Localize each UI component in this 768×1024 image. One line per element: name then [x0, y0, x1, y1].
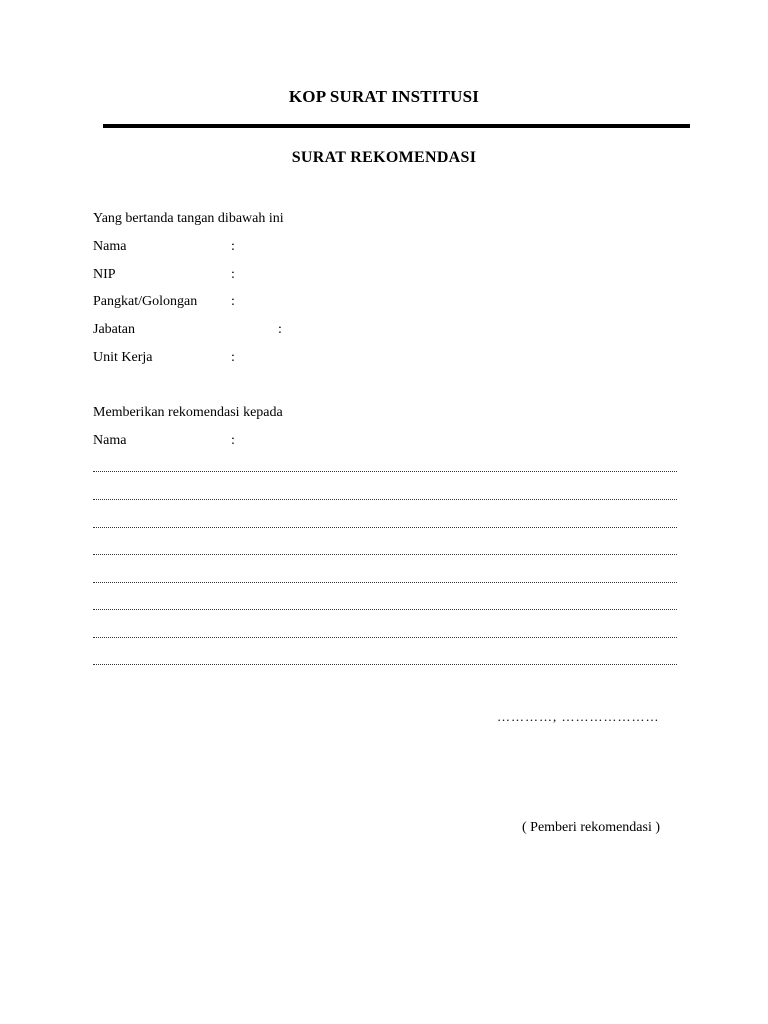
- signatory-field-label-nip: NIP: [93, 267, 116, 282]
- place-date-placeholder: …………, …………………: [497, 709, 660, 724]
- dotted-blank-line: [93, 525, 677, 528]
- signatory-field-colon-pangkat: :: [231, 294, 235, 309]
- document-title: SURAT REKOMENDASI: [291, 149, 477, 166]
- recipient-field-colon-nama: :: [231, 433, 235, 448]
- signatory-field-label-nama: Nama: [93, 239, 127, 254]
- dotted-blank-line: [93, 497, 677, 500]
- letterhead-title: KOP SURAT INSTITUSI: [288, 87, 480, 106]
- letterhead-rule: [103, 124, 690, 128]
- dotted-blank-line: [93, 662, 677, 665]
- signatory-field-colon-nip: :: [231, 267, 235, 282]
- recipient-intro: Memberikan rekomendasi kepada: [93, 405, 283, 420]
- dotted-blank-line: [93, 469, 677, 472]
- dotted-blank-line: [93, 580, 677, 583]
- signatory-field-colon-jabatan: :: [278, 322, 282, 337]
- dotted-blank-line: [93, 552, 677, 555]
- signatory-field-colon-nama: :: [231, 239, 235, 254]
- dotted-blank-line: [93, 635, 677, 638]
- dotted-blank-line: [93, 607, 677, 610]
- signer-label: ( Pemberi rekomendasi ): [522, 820, 661, 835]
- signatory-field-colon-unit-kerja: :: [231, 350, 235, 365]
- recipient-field-label-nama: Nama: [93, 433, 127, 448]
- signatory-intro: Yang bertanda tangan dibawah ini: [93, 211, 284, 226]
- signatory-field-label-unit-kerja: Unit Kerja: [93, 350, 153, 365]
- signatory-field-label-jabatan: Jabatan: [93, 322, 135, 337]
- signatory-field-label-pangkat: Pangkat/Golongan: [93, 294, 198, 309]
